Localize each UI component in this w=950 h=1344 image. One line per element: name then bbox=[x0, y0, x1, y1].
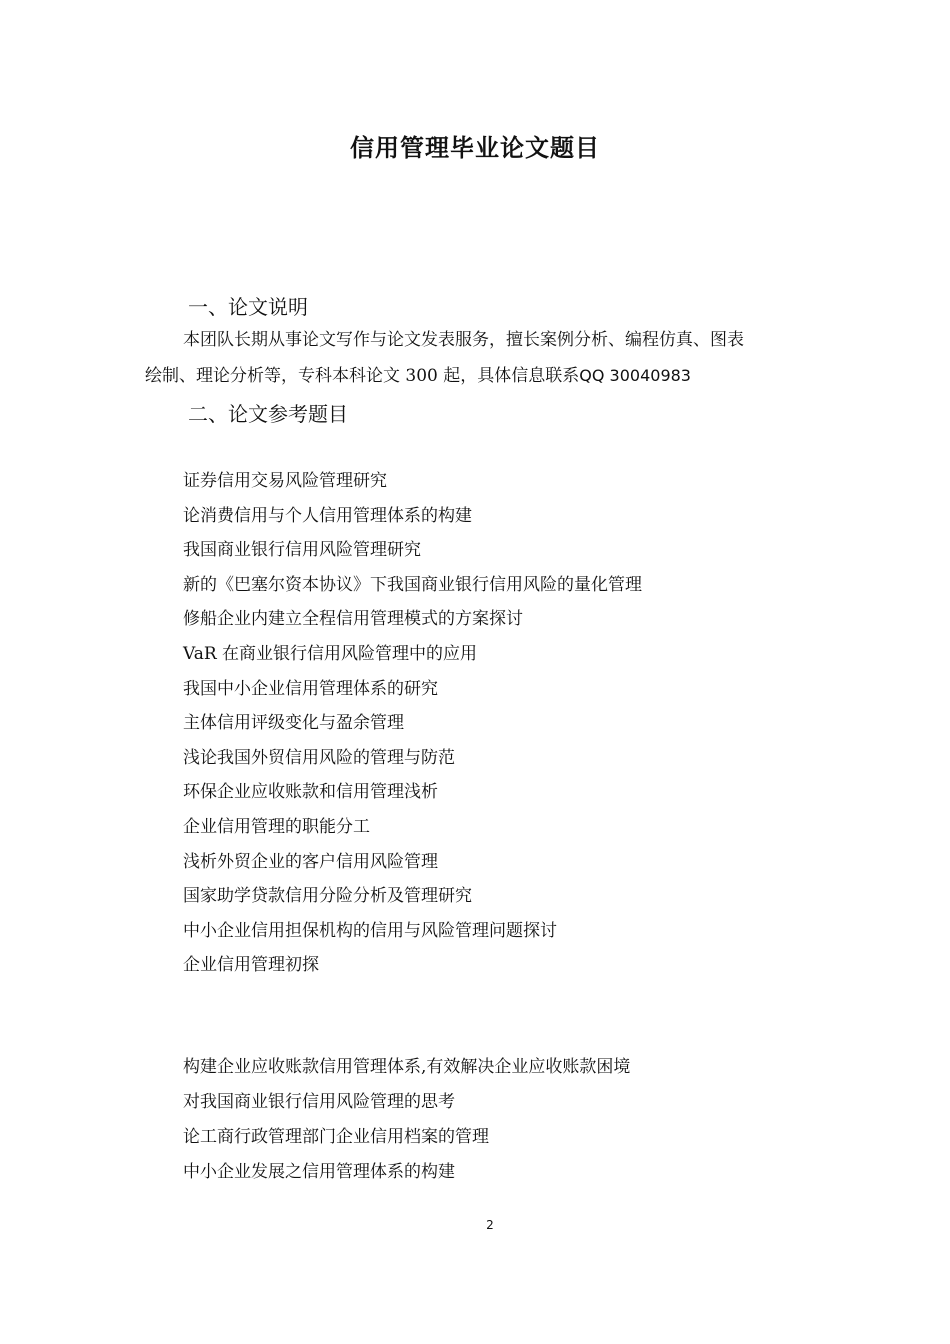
topic-item: 论消费信用与个人信用管理体系的构建 bbox=[183, 505, 472, 526]
topic-item: 构建企业应收账款信用管理体系,有效解决企业应收账款困境 bbox=[183, 1057, 631, 1077]
topic-item: 对我国商业银行信用风险管理的思考 bbox=[183, 1092, 455, 1112]
topic-list-1 bbox=[183, 464, 642, 983]
topic-item: 修船企业内建立全程信用管理模式的方案探讨 bbox=[183, 609, 523, 630]
topic-item: 论工商行政管理部门企业信用档案的管理 bbox=[183, 1127, 489, 1147]
description-line-2 bbox=[145, 358, 825, 394]
document-title: 信用管理毕业论文题目 bbox=[350, 134, 600, 162]
topic-list-2 bbox=[183, 1050, 630, 1190]
section-heading-description: 一、论文说明 bbox=[188, 295, 308, 319]
topic-item: 企业信用管理初探 bbox=[183, 955, 319, 976]
topic-item: VaR 在商业银行信用风险管理中的应用 bbox=[183, 643, 478, 664]
topic-item: 国家助学贷款信用分险分析及管理研究 bbox=[183, 886, 472, 907]
topic-item: 浅论我国外贸信用风险的管理与防范 bbox=[183, 747, 455, 768]
contact-qq: QQ 30040983 bbox=[579, 366, 691, 385]
topic-item: 环保企业应收账款和信用管理浅析 bbox=[183, 782, 438, 803]
topic-item: 我国商业银行信用风险管理研究 bbox=[183, 540, 421, 561]
description-paragraph bbox=[145, 322, 825, 394]
description-line-1: 本团队长期从事论文写作与论文发表服务，擅长案例分析、编程仿真、图表 bbox=[183, 330, 744, 350]
topic-item: 企业信用管理的职能分工 bbox=[183, 816, 370, 837]
page-number: 2 bbox=[486, 1218, 494, 1232]
topic-item: 证券信用交易风险管理研究 bbox=[183, 471, 387, 491]
topic-item: 主体信用评级变化与盈余管理 bbox=[183, 713, 404, 734]
topic-item: 我国中小企业信用管理体系的研究 bbox=[183, 678, 438, 699]
topic-item: 浅析外贸企业的客户信用风险管理 bbox=[183, 851, 438, 872]
topic-item: 中小企业发展之信用管理体系的构建 bbox=[183, 1162, 455, 1182]
description-line-2-text: 绘制、理论分析等，专科本科论文 300 起，具体信息联系 bbox=[145, 366, 580, 386]
section-heading-topics: 二、论文参考题目 bbox=[188, 402, 348, 426]
topic-item: 新的《巴塞尔资本协议》下我国商业银行信用风险的量化管理 bbox=[183, 574, 642, 595]
topic-item: 中小企业信用担保机构的信用与风险管理问题探讨 bbox=[183, 920, 557, 941]
